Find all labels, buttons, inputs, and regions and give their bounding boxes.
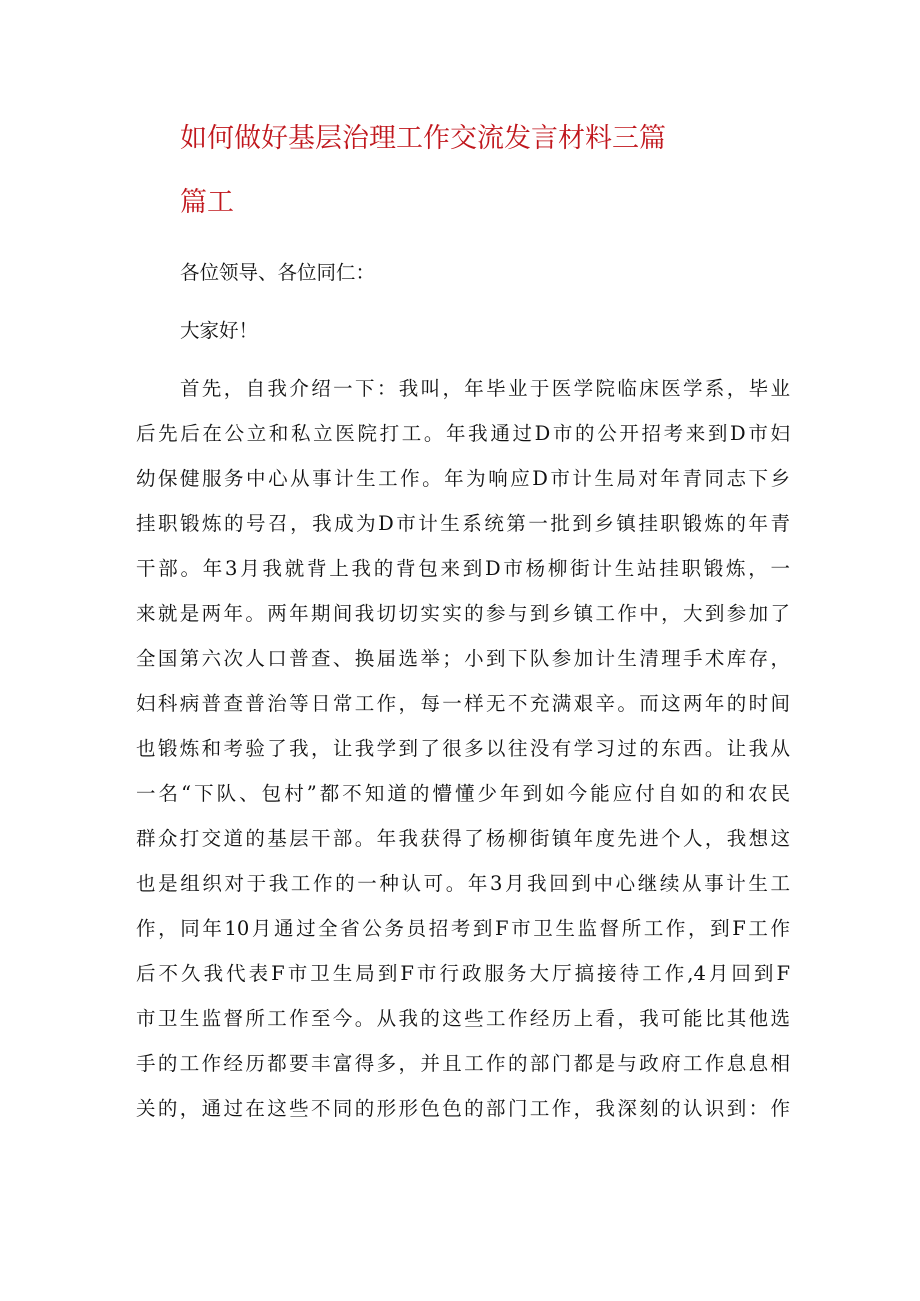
document-title-line-2: 篇工 — [180, 187, 234, 218]
body-line: 群众打交道的基层干部。年我获得了杨柳街镇年度先进个人，我想这 — [136, 827, 790, 850]
body-line: 手的工作经历都要丰富得多，并且工作的部门都是与政府工作息息相 — [136, 1052, 790, 1075]
body-line: 妇科病普查普治等日常工作，每一样无不充满艰辛。而这两年的时间 — [136, 692, 790, 715]
body-line: 全国第六次人口普查、换届选举；小到下队参加计生清理手术库存， — [136, 647, 790, 670]
greeting: 大家好！ — [180, 319, 259, 342]
body-line: 也是组织对于我工作的一种认可。年3月我回到中心继续从事计生工 — [136, 872, 790, 895]
body-line: 挂职锻炼的号召，我成为D市计生系统第一批到乡镇挂职锻炼的年青 — [136, 512, 790, 535]
body-line: 首先，自我介绍一下：我叫，年毕业于医学院临床医学系，毕业 — [180, 377, 790, 400]
salutation: 各位领导、各位同仁： — [180, 261, 376, 284]
body-line: 来就是两年。两年期间我切切实实的参与到乡镇工作中，大到参加了 — [136, 602, 790, 625]
body-line: 一名“下队、包村”都不知道的懵懂少年到如今能应付自如的和农民 — [136, 782, 790, 805]
body-line: 干部。年3月我就背上我的背包来到D市杨柳街计生站挂职锻炼，一 — [136, 557, 790, 580]
document-title-line-1: 如何做好基层治理工作交流发言材料三篇 — [180, 123, 666, 154]
body-line: 幼保健服务中心从事计生工作。年为响应D市计生局对年青同志下乡 — [136, 467, 790, 490]
body-line: 作，同年10月通过全省公务员招考到F市卫生监督所工作，到F工作 — [136, 917, 790, 940]
body-line: 也锻炼和考验了我，让我学到了很多以往没有学习过的东西。让我从 — [136, 737, 790, 760]
body-line: 关的，通过在这些不同的形形色色的部门工作，我深刻的认识到：作 — [136, 1097, 790, 1120]
body-line: 后先后在公立和私立医院打工。年我通过D市的公开招考来到D市妇 — [136, 422, 790, 445]
body-line: 后不久我代表F市卫生局到F市行政服务大厅搞接待工作,4月回到F — [136, 962, 790, 985]
body-line: 市卫生监督所工作至今。从我的这些工作经历上看，我可能比其他选 — [136, 1007, 790, 1030]
